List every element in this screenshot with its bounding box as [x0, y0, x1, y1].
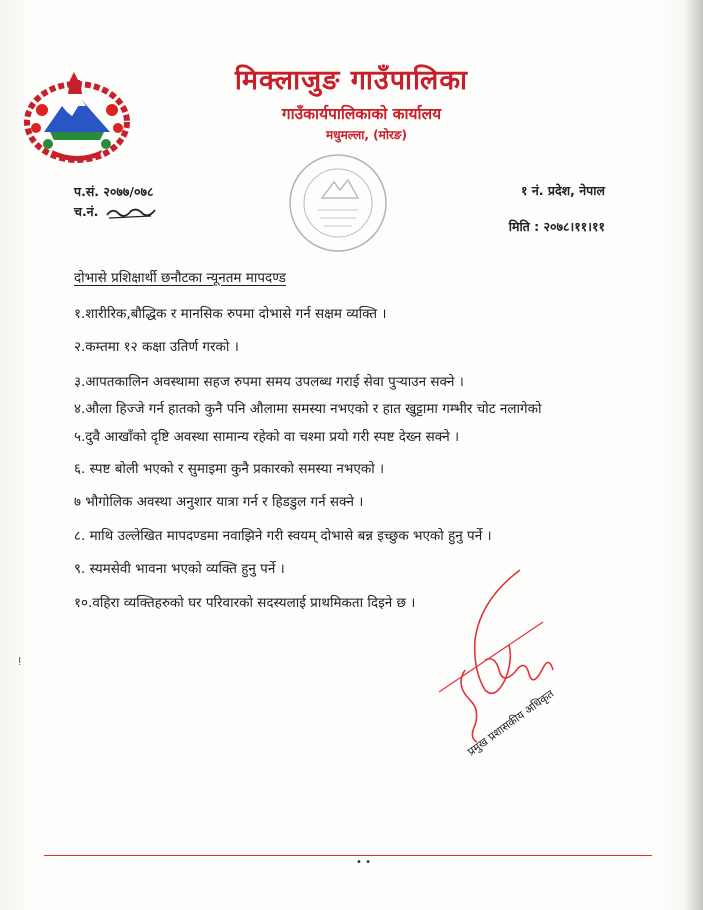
criteria-item: ६. स्पष्ट बोली भएको र सुमाइमा कुनै प्रकारको समस्या नभएको । [74, 461, 385, 477]
criteria-item: ८. माथि उल्लेखित मापदण्डमा नवाझिने गरी स्वयम् दोभासे बन्न इच्छुक भएको हुनु पर्ने । [74, 528, 492, 544]
signature-icon [425, 560, 585, 760]
reference-block [74, 182, 157, 222]
criteria-item: ९. स्यमसेवी भावना भएको व्यक्ति हुनु पर्ने । [74, 561, 285, 577]
footer-divider [44, 855, 652, 856]
scan-speck: ⵑ [18, 655, 22, 668]
province-label: १ नं. प्रदेश, नेपाल [521, 183, 605, 198]
criteria-item: १०.वहिरा व्यक्तिहरुको घर परिवारको सदस्यलाई प्राथमिकता दिइने छ । [74, 595, 416, 611]
letter-subject: दोभासे प्रशिक्षार्थी छनौटका न्यूनतम मापदण्ड [74, 270, 286, 286]
signatory-designation: प्रमुख प्रशासकीय अधिकृत [465, 687, 557, 759]
letter-date: मिति : २०७८।११।११ [508, 219, 605, 234]
office-address: मधुमल्ला, (मोरङ) [326, 128, 407, 142]
criteria-item: ५.दुवै आखाँको दृष्टि अवस्था सामान्य रहेको वा चश्मा प्रयो गरी स्पष्ट देख्न सक्ने । [74, 429, 460, 445]
ps-number: प.सं. २०७७/०७८ [74, 184, 154, 199]
handwritten-number-icon [103, 205, 157, 221]
footer-mark: • • [356, 857, 371, 868]
office-stamp-icon [278, 148, 398, 258]
criteria-item: ३.आपतकालिन अवस्थामा सहज रुपमा समय उपलब्ध गराई सेवा पुर्‍याउन सक्ने । [74, 374, 464, 390]
office-subtitle: गाउँकार्यपालिकाको कार्यालय [281, 105, 442, 123]
criteria-item: १.शारीरिक,बौद्धिक र मानसिक रुपमा दोभासे गर्न सक्षम व्यक्ति । [74, 306, 387, 322]
cn-label: च.नं. [74, 204, 99, 219]
criteria-item: ७ भौगोलिक अवस्था अनुशार यात्रा गर्न र हिडडुल गर्न सक्ने । [74, 494, 364, 510]
criteria-item: २.कम्तमा १२ कक्षा उतिर्ण गरको । [74, 339, 239, 355]
municipality-title: मिक्लाजुङ गाउँपालिका [234, 65, 469, 96]
criteria-item: ४.औला हिज्जे गर्न हातको कुनै पनि औलामा समस्या नभएको र हात खुट्टामा गम्भीर चोट नलागेको [74, 401, 542, 417]
cn-row [74, 202, 157, 222]
